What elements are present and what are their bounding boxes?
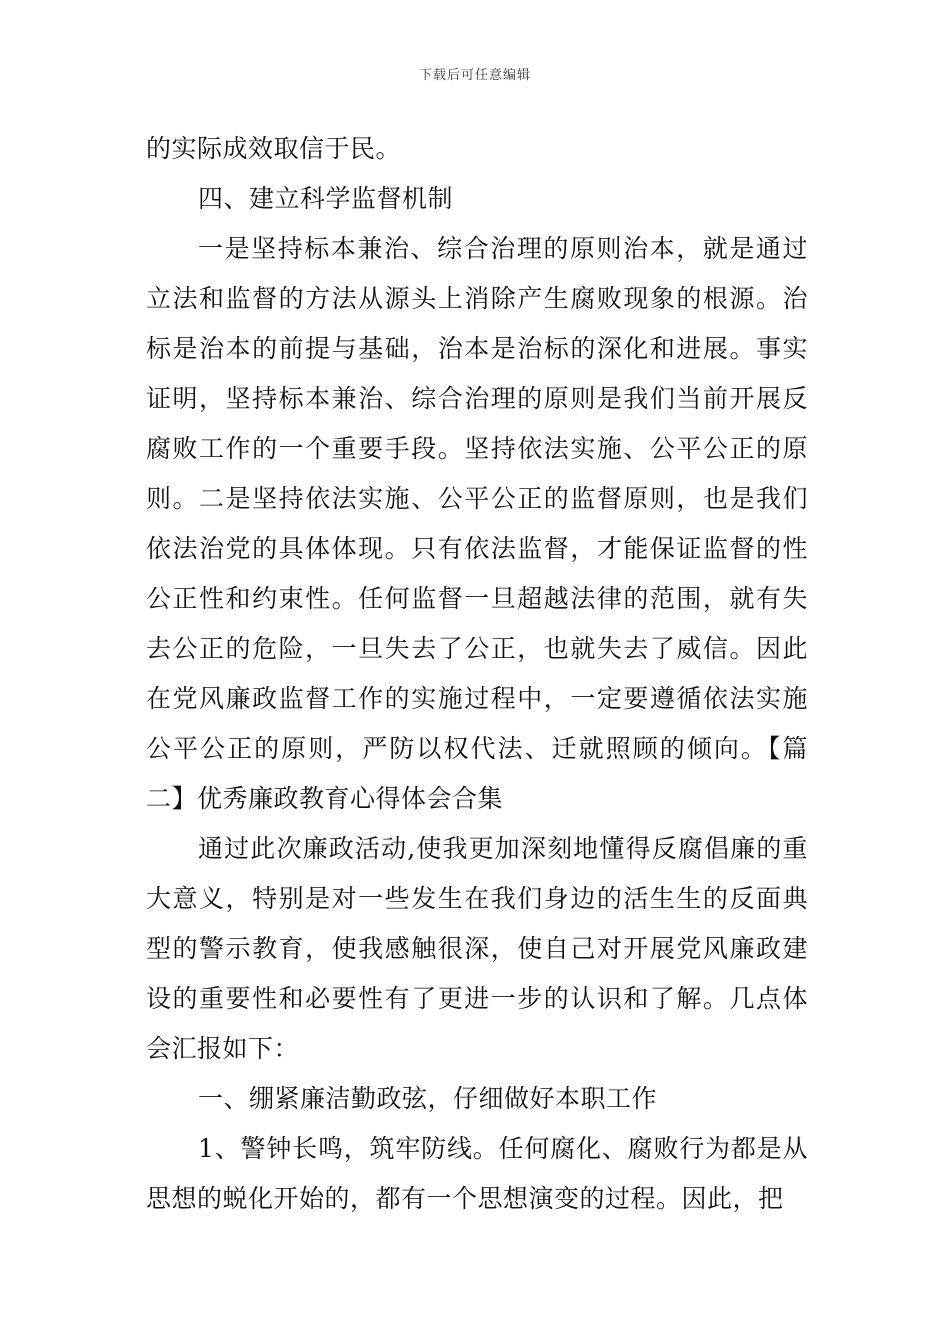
section-heading-one: 一、绷紧廉洁勤政弦，仔细做好本职工作 [198,1084,658,1113]
paragraph-point-one: 1、警钟长鸣，筑牢防线。任何腐化、腐败行为都是从思想的蜕化开始的，都有一个思想演变的过程。因此，把 [146,1134,808,1213]
page-header: 下载后可任意编辑 [418,68,531,83]
paragraph-supervision: 一是坚持标本兼治、综合治理的原则治本，就是通过立法和监督的方法从源头上消除产生腐败现象的根源。治标是治本的前提与基础，治本是治标的深化和进展。事实证明，坚持标本兼治、综合治理的原则是我们当前开展反腐败工作的一个重要手段。坚持依法实施、公平公正的原则。二是坚持依法实施、公平公正的监督原则，也是我们依法治党的具体体现。只有依法监督，才能保证监督的性公正性和约束性。任何监督一旦超越法律的范围，就有失去公正的危险，一旦失去了公正，也就失去了威信。因此在党风廉政监督工作的实施过程中，一定要遵循依法实施公平公正的原则，严防以权代法、迁就照顾的倾向。【篇二】优秀廉政教育心得体会合集 [146,234,808,813]
paragraph-intro: 通过此次廉政活动,使我更加深刻地懂得反腐倡廉的重大意义，特别是对一些发生在我们身边的活生生的反面典型的警示教育，使我感触很深，使自己对开展党风廉政建设的重要性和必要性有了更进一步的认识和了解。几点体会汇报如下： [146,834,808,1063]
document-body [146,124,808,1224]
section-heading-four: 四、建立科学监督机制 [198,184,454,213]
paragraph-continuation: 的实际成效取信于民。 [146,134,402,163]
